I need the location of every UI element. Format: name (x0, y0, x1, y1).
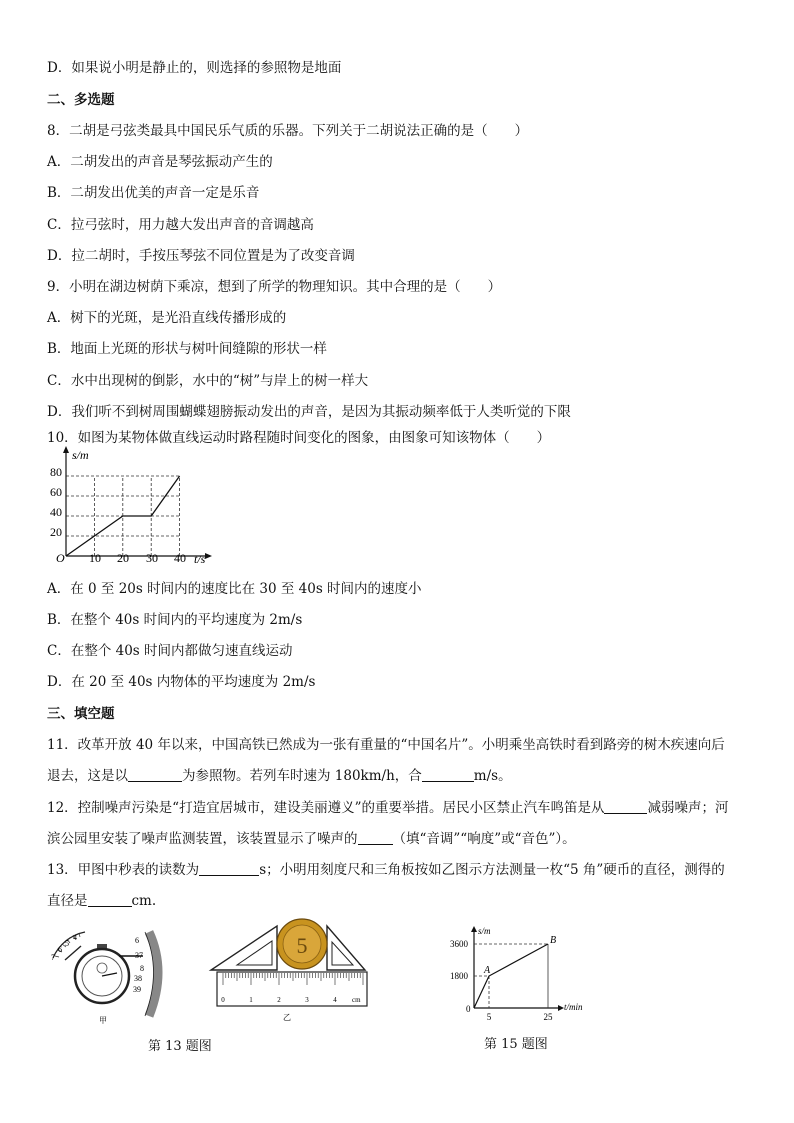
q8-option-b: B．二胡发出优美的声音一定是乐音 (47, 185, 260, 201)
dial-num: 5 (65, 939, 69, 948)
q15-ylabel: s/m (478, 926, 491, 936)
q11-text-c: m/s。 (473, 768, 512, 784)
dial-num: 6 (58, 945, 62, 954)
q10-y-arrow (63, 446, 69, 453)
q10-origin: O (56, 551, 65, 565)
q13-line2 (47, 889, 156, 909)
q13-blank-2[interactable] (88, 892, 132, 907)
q15-xlabel: t/min (564, 1002, 583, 1012)
ruler-num: 1 (249, 996, 253, 1004)
scale-num: 39 (133, 985, 141, 994)
fig15-caption: 第 15 题图 (484, 1037, 548, 1052)
q11-text-a: 退去，这是以 (47, 768, 128, 784)
q10-option-d: D．在 20 至 40s 内物体的平均速度为 2m/s (47, 674, 316, 690)
q10-ytick: 40 (50, 505, 62, 519)
q12-blank-2[interactable] (358, 830, 393, 845)
scale-num: 38 (134, 974, 142, 983)
coin-numeral: 5 (296, 933, 308, 958)
q15-origin: 0 (466, 1004, 471, 1014)
q12-blank-1[interactable] (604, 799, 647, 814)
section-multi-choice: 二、多选题 (47, 92, 115, 108)
q15-xtick-5: 5 (486, 1012, 492, 1022)
q10-option-a: A．在 0 至 20s 时间内的速度比在 30 至 40s 时间内的速度小 (47, 581, 422, 597)
dial-num: 4 (73, 933, 77, 942)
ruler-num: 3 (305, 996, 309, 1004)
q13-text-b: s；小明用刻度尺和三角板按如乙图示方法测量一枚“5 角”硬币的直径，测得的 (259, 862, 725, 878)
q10-option-b: B．在整个 40s 时间内的平均速度为 2m/s (47, 612, 303, 628)
q8-option-c: C．拉弓弦时，用力越大发出声音的音调越高 (47, 217, 314, 233)
stopwatch-small-pointer (65, 946, 81, 960)
q13-blank-1[interactable] (199, 861, 259, 876)
q15-point-b: B (550, 935, 557, 946)
scale-num: 6 (135, 936, 139, 945)
q10-x-arrow (205, 553, 212, 559)
ruler-num: 4 (333, 996, 337, 1004)
q10-xtick: 30 (146, 551, 158, 565)
q8-stem: 8．二胡是弓弦类最具中国民乐气质的乐器。下列关于二胡说法正确的是（ ） (47, 123, 529, 139)
q15-st-graph (438, 924, 608, 1024)
scale-num: 37 (135, 951, 143, 960)
q7-option-d: D．如果说小明是静止的，则选择的参照物是地面 (47, 60, 342, 76)
ruler-num: 0 (221, 996, 225, 1004)
q9-option-c: C．水中出现树的倒影，水中的“树”与岸上的树一样大 (47, 373, 369, 389)
q15-xtick-25: 25 (543, 1012, 553, 1022)
section-fill-blank: 三、填空题 (47, 706, 115, 722)
q9-stem: 9．小明在湖边树荫下乘凉，想到了所学的物理知识。其中合理的是（ ） (47, 279, 502, 295)
q10-stem: 10．如图为某物体做直线运动时路程随时间变化的图象，由图象可知该物体（ ） (47, 430, 551, 446)
q15-y-arrow (471, 926, 477, 932)
q12-line1 (47, 796, 728, 816)
fig13-caption: 第 13 题图 (148, 1039, 212, 1054)
stopwatch-figure (45, 926, 170, 1026)
fig-label-jia: 甲 (99, 1016, 107, 1025)
scale-num: 8 (140, 964, 144, 973)
q9-option-b: B．地面上光斑的形状与树叶间缝隙的形状一样 (47, 341, 327, 357)
q13-text-c: 直径是 (47, 893, 88, 909)
q9-option-d: D．我们听不到树周围蝴蝶翅膀振动发出的声音，是因为其振动频率低于人类听觉的下限 (47, 404, 571, 420)
q11-line2 (47, 764, 512, 784)
ruler-unit: cm (352, 996, 361, 1004)
q10-option-c: C．在整个 40s 时间内都做匀速直线运动 (47, 643, 293, 659)
q10-ytick: 20 (50, 525, 62, 539)
q8-option-d: D．拉二胡时，手按压琴弦不同位置是为了改变音调 (47, 248, 355, 264)
left-set-square (211, 926, 277, 970)
q11-text-b: 为参照物。若列车时速为 180km/h，合 (182, 768, 422, 784)
q11-blank-1[interactable] (128, 767, 182, 782)
q13-line1 (47, 858, 725, 878)
q12-text-c: 滨公园里安装了噪声监测装置，该装置显示了噪声的 (47, 831, 358, 847)
q10-xtick: 40 (174, 551, 186, 565)
q8-option-a: A．二胡发出的声音是琴弦振动产生的 (47, 154, 273, 170)
q10-ytick: 80 (50, 465, 62, 479)
q15-ytick-1800: 1800 (450, 971, 468, 981)
q10-xlabel: t/s (194, 552, 206, 566)
q10-ylabel: s/m (72, 448, 89, 462)
q9-option-a: A．树下的光斑，是光沿直线传播形成的 (47, 310, 287, 326)
q12-text-a: 12．控制噪声污染是“打造宜居城市，建设美丽遵义”的重要举措。居民小区禁止汽车鸣笛是从 (47, 800, 605, 816)
q15-ytick-3600: 3600 (450, 939, 468, 949)
q10-xtick: 10 (89, 551, 101, 565)
q12-line2 (47, 827, 576, 847)
ruler-coin-figure (207, 916, 367, 1022)
q11-blank-2[interactable] (422, 767, 474, 782)
q10-graph-marks (63, 446, 212, 559)
q13-text-a: 13．甲图中秒表的读数为 (47, 862, 200, 878)
right-set-square (327, 926, 365, 970)
q15-point-a: A (484, 965, 491, 976)
q10-xtick: 20 (117, 551, 129, 565)
q13-text-d: cm. (131, 893, 157, 909)
q10-st-graph (52, 444, 222, 572)
q11-line1: 11．改革开放 40 年以来，中国高铁已然成为一张有重量的“中国名片”。小明乘坐高铁时看到路旁的树木疾速向后 (47, 737, 725, 753)
q10-ytick: 60 (50, 485, 62, 499)
dial-num: 7 (51, 953, 55, 962)
q12-text-d: （填“音调”“响度”或“音色”）。 (392, 831, 576, 847)
fig-label-yi: 乙 (283, 1013, 291, 1022)
ruler-num: 2 (277, 996, 281, 1004)
q12-text-b: 减弱噪声；河 (647, 800, 729, 816)
